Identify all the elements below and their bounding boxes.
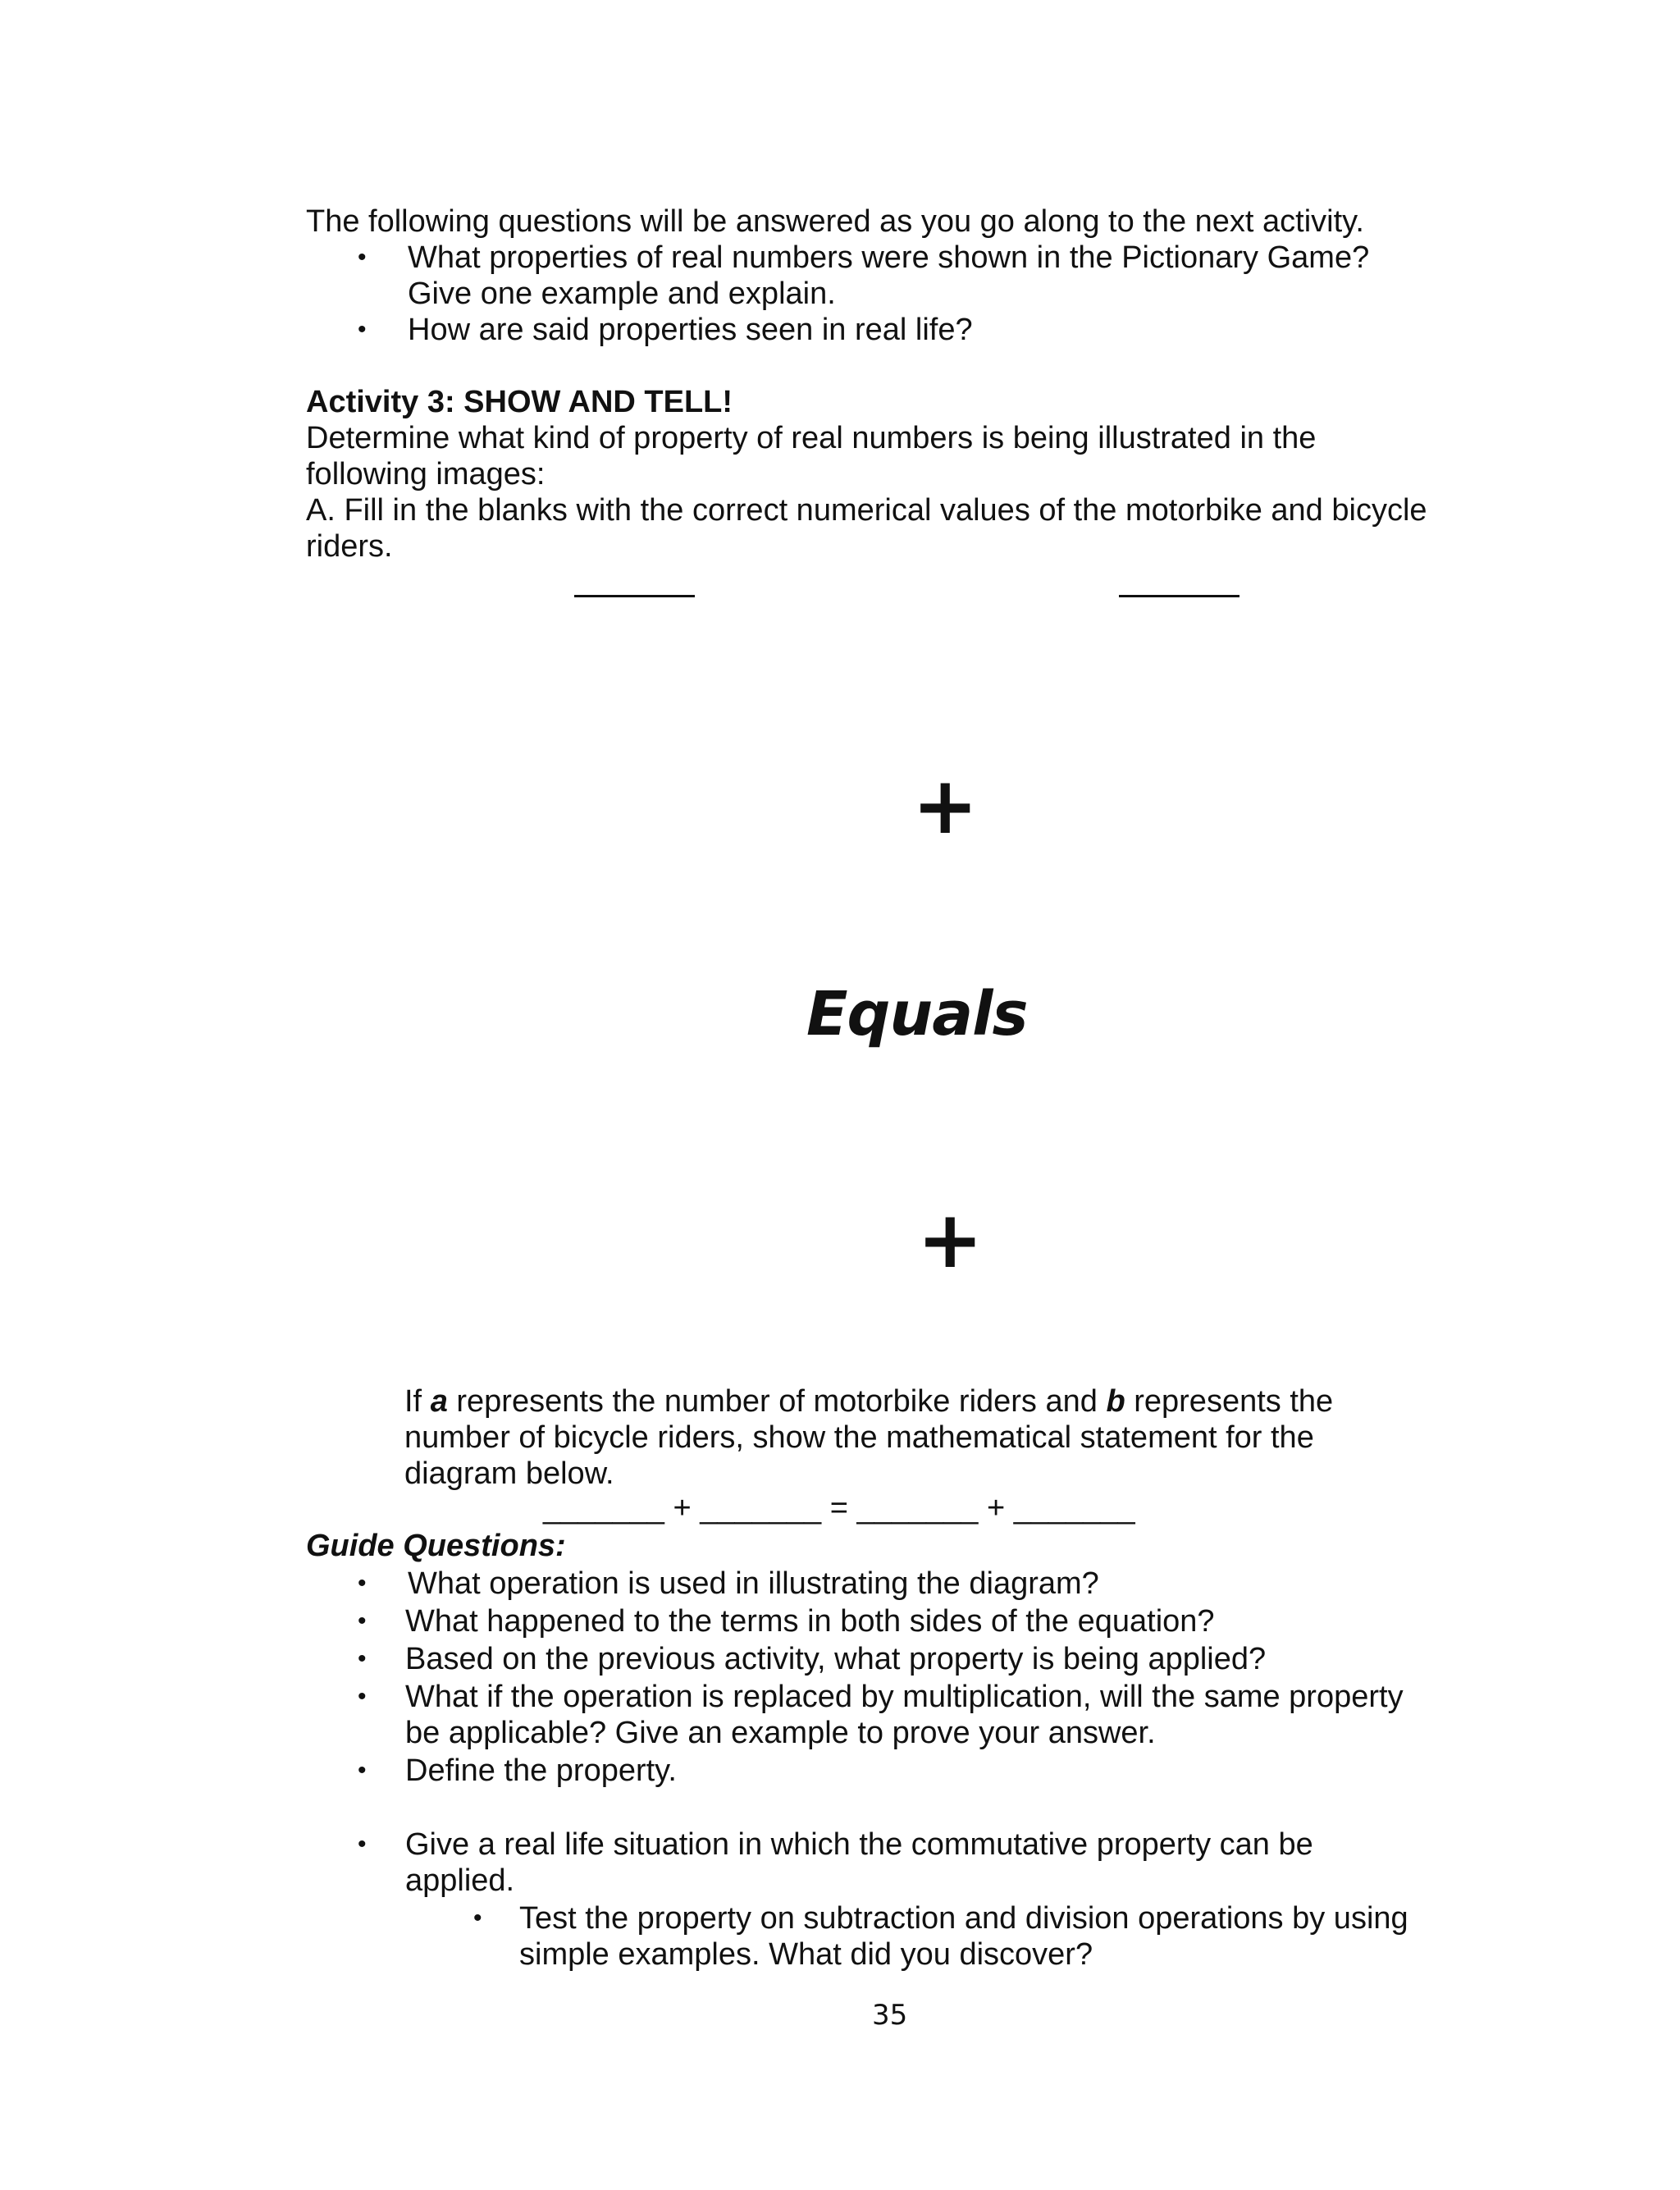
variable-a: a	[430, 1384, 448, 1419]
guide-question-4-line1: What if the operation is replaced by multiplication, will the same property	[405, 1680, 1404, 1714]
guide-question-5: Define the property.	[405, 1753, 677, 1788]
page-number: 35	[872, 1999, 908, 2032]
intro-question-2: How are said properties seen in real life?	[408, 313, 973, 347]
plus-sign-bottom: +	[917, 1194, 984, 1286]
bullet-glyph: •	[358, 316, 367, 343]
intro-text: The following questions will be answered as you go along to the next activity.	[306, 204, 1364, 239]
part-a-line2: riders.	[306, 529, 393, 564]
bullet-glyph: •	[473, 1904, 482, 1932]
bullet-glyph: •	[358, 1757, 367, 1784]
statement-line1: If a represents the number of motorbike riders and b represents the	[404, 1384, 1334, 1419]
equation-blanks[interactable]: _______ + _______ = _______ + _______	[543, 1491, 1135, 1525]
guide-question-3: Based on the previous activity, what property is being applied?	[405, 1642, 1267, 1676]
activity-desc-line2: following images:	[306, 457, 546, 491]
activity-desc-line1: Determine what kind of property of real numbers is being illustrated in the	[306, 421, 1317, 455]
variable-b: b	[1106, 1384, 1125, 1419]
bullet-glyph: •	[358, 244, 367, 271]
guide-question-1: What operation is used in illustrating the diagram?	[408, 1566, 1099, 1601]
statement-line2: number of bicycle riders, show the mathematical statement for the	[404, 1420, 1314, 1455]
intro-question-1-line1: What properties of real numbers were shown in the Pictionary Game?	[408, 240, 1370, 275]
intro-question-1-line2: Give one example and explain.	[408, 277, 836, 311]
guide-question-2: What happened to the terms in both sides of the equation?	[405, 1604, 1215, 1639]
part-a-line1: A. Fill in the blanks with the correct numerical values of the motorbike and bicycle	[306, 493, 1427, 528]
bullet-glyph: •	[358, 1570, 367, 1597]
guide-question-6-line1: Give a real life situation in which the commutative property can be	[405, 1827, 1313, 1862]
bicycle-answer-blank[interactable]	[1119, 595, 1239, 597]
sub-question-line1: Test the property on subtraction and division operations by using	[519, 1901, 1408, 1936]
guide-question-4-line2: be applicable? Give an example to prove your answer.	[405, 1716, 1156, 1750]
guide-heading: Guide Questions:	[306, 1529, 566, 1563]
bullet-glyph: •	[358, 1645, 367, 1672]
motorbike-answer-blank[interactable]	[574, 595, 695, 597]
bullet-glyph: •	[358, 1607, 367, 1634]
activity-title: Activity 3: SHOW AND TELL!	[306, 385, 733, 419]
bullet-glyph: •	[358, 1683, 367, 1710]
sub-question-line2: simple examples. What did you discover?	[519, 1937, 1093, 1972]
bullet-glyph: •	[358, 1831, 367, 1858]
guide-question-6-line2: applied.	[405, 1863, 515, 1898]
plus-sign-top: +	[912, 760, 979, 852]
statement-line3: diagram below.	[404, 1456, 614, 1491]
equals-word: Equals	[806, 979, 1028, 1049]
